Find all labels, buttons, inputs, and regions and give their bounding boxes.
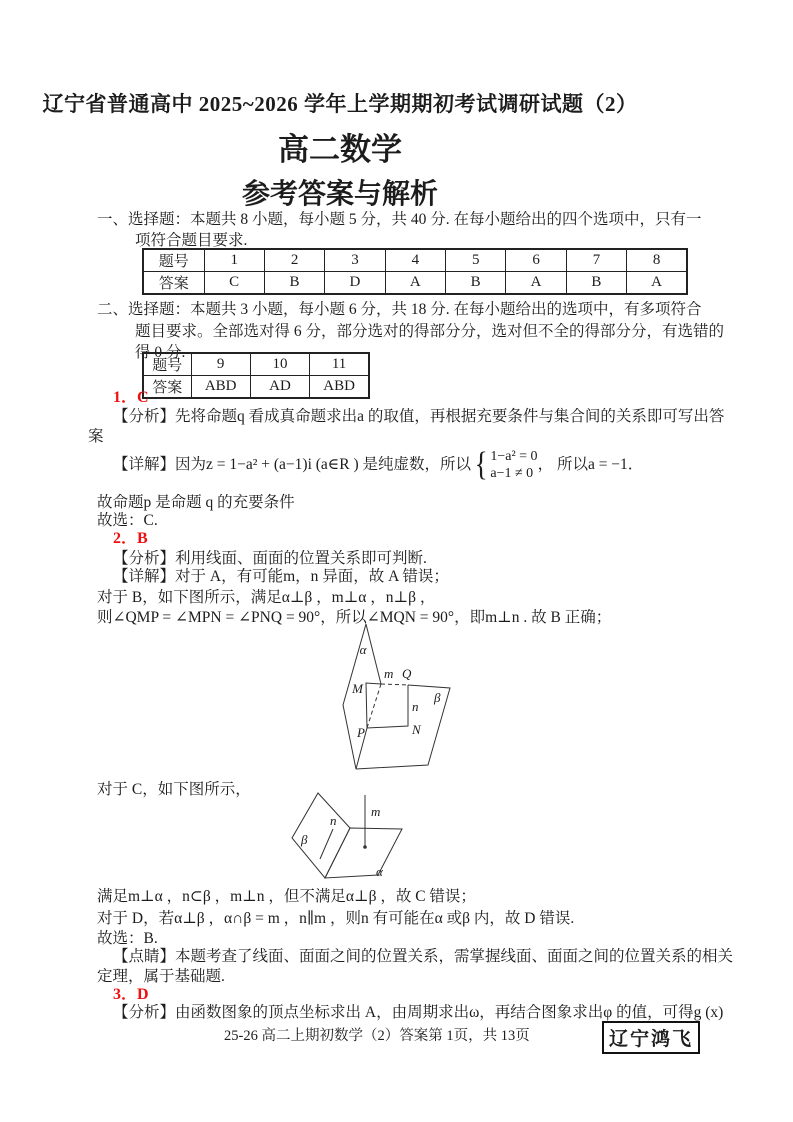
q3-analysis: 【分析】由函数图象的顶点坐标求出 A，由周期求出ω，再结合图象求出φ 的值，可得g (x) (113, 1004, 724, 1021)
q2-note-line1: 【点睛】本题考查了线面、面面之间的位置关系，需掌握线面、面面之间的位置关系的相关 (113, 948, 734, 965)
q1-detail-suffix: ， 所以a = −1． (537, 456, 644, 473)
section2-intro-line1: 二、选择题：本题共 3 小题，每小题 6 分，共 18 分. 在每小题给出的选项中，有多项符合 (97, 301, 702, 318)
q2-detail-c2: 满足m⊥α ，n⊂β ，m⊥n ，但不满足α⊥β ，故 C 错误； (97, 888, 476, 905)
question-number: 8 (627, 249, 687, 272)
label-n: n (412, 699, 419, 714)
answer-cell: C (204, 272, 264, 295)
foot-point-dot (363, 845, 367, 849)
line-n (320, 829, 333, 859)
q3-heading: 3．D (113, 986, 149, 1003)
table-row (143, 272, 687, 295)
label-Q: Q (402, 666, 412, 681)
label-beta: β (301, 832, 308, 847)
answer-cell: A (506, 272, 566, 295)
q1-analysis-line2: 案 (88, 428, 104, 445)
label-alpha: α (376, 864, 383, 879)
answer-cell: AD (250, 376, 309, 399)
label-N: N (412, 722, 421, 737)
table2-row2-label: 答案 (143, 376, 191, 399)
question-number: 6 (506, 249, 566, 272)
question-number: 2 (264, 249, 324, 272)
section2-intro-line2: 题目要求。全部选对得 6 分，部分选对的得部分分，选对但不全的得部分分，有选错的 (135, 323, 725, 340)
system-eq2: a−1 ≠ 0 (490, 466, 534, 481)
question-number: 5 (446, 249, 506, 272)
question-number: 10 (250, 353, 309, 376)
table-row (143, 353, 369, 376)
q2-detail-a: 【详解】对于 A，有可能m，n 异面，故 A 错误； (113, 568, 449, 585)
table1-row2-label: 答案 (143, 272, 204, 295)
answer-cell: A (385, 272, 445, 295)
question-number: 9 (191, 353, 250, 376)
label-M: M (352, 681, 363, 696)
table-row (143, 249, 687, 272)
publisher-stamp: 辽宁鸿飞 (602, 1021, 700, 1054)
question-number: 11 (310, 353, 369, 376)
line-m (366, 624, 381, 684)
label-m: m (371, 804, 381, 819)
q1-detail (113, 443, 643, 487)
question-number: 4 (385, 249, 445, 272)
q2-detail-b1: 对于 B，如下图所示，满足α⊥β ，m⊥α ，n⊥β ， (97, 589, 436, 606)
q2-detail-d: 对于 D，若α⊥β ，α∩β = m ，n∥m ，则n 有可能在α 或β 内，故 D 错误. (97, 910, 575, 927)
equation-system (490, 448, 537, 482)
exam-title: 辽宁省普通高中 2025~2026 学年上学期期初考试调研试题（2） (42, 92, 638, 116)
question-number: 1 (204, 249, 264, 272)
q2-note-line2: 定理，属于基础题. (97, 968, 225, 985)
q1-heading: 1．C (113, 389, 149, 406)
answer-key-title: 参考答案与解析 (241, 179, 438, 210)
question-number: 3 (325, 249, 385, 272)
section1-intro-line2: 项符合题目要求. (135, 232, 248, 249)
q2-detail-b2: 则∠QMP = ∠MPN = ∠PNQ = 90°，所以∠MQN = 90°，即m⊥n . 故 B 正确； (97, 609, 612, 626)
answer-cell: ABD (191, 376, 250, 399)
answer-cell: B (264, 272, 324, 295)
answer-cell: B (566, 272, 626, 295)
square-MQNP (366, 683, 408, 728)
section2-intro-line3: 得 0 分. (135, 344, 186, 361)
subject-title: 高二数学 (278, 132, 402, 167)
answer-cell: B (446, 272, 506, 295)
question-number: 7 (566, 249, 626, 272)
footer-page-info: 25-26 高二上期初数学（2）答案第 1页，共 13页 (224, 1028, 530, 1044)
label-P: P (357, 725, 365, 740)
table-row (143, 376, 369, 399)
system-eq1: 1−a² = 0 (490, 449, 538, 464)
figure-planes-square (332, 620, 464, 782)
q2-conclusion: 故选：B. (97, 930, 158, 947)
line-m-hidden (367, 684, 381, 728)
q1-detail-prefix: 【详解】因为z = 1−a² + (a−1)i (a∈R ) 是纯虚数，所以 (113, 456, 472, 473)
label-m: m (384, 666, 394, 681)
q1-conclusion1: 故命题p 是命题 q 的充要条件 (97, 494, 295, 511)
answer-cell: A (627, 272, 687, 295)
q2-detail-c1: 对于 C，如下图所示， (97, 781, 251, 798)
figure-folded-planes (290, 788, 490, 896)
title-block (12, 88, 668, 212)
label-alpha: α (359, 642, 367, 657)
system-brace: { (474, 446, 488, 483)
plane-alpha-outline (325, 828, 402, 878)
answer-table-1 (142, 248, 688, 295)
table2-row1-label: 题号 (143, 353, 191, 376)
section1-intro-line1: 一、选择题：本题共 8 小题，每小题 5 分，共 40 分. 在每小题给出的四个选项中，只有一 (97, 211, 702, 228)
q1-conclusion2: 故选：C. (97, 512, 158, 529)
q1-analysis-line1: 【分析】先将命题q 看成真命题求出a 的取值，再根据充要条件与集合间的关系即可写出答 (113, 408, 725, 425)
q2-heading: 2．B (113, 530, 148, 547)
table1-row1-label: 题号 (143, 249, 204, 272)
q2-analysis: 【分析】利用线面、面面的位置关系即可判断. (113, 550, 427, 567)
label-beta: β (434, 690, 441, 705)
hidden-edge-to-Q (381, 684, 408, 685)
answer-table-2 (142, 352, 370, 399)
answer-cell: D (325, 272, 385, 295)
label-n: n (330, 813, 337, 828)
answer-cell: ABD (310, 376, 369, 399)
